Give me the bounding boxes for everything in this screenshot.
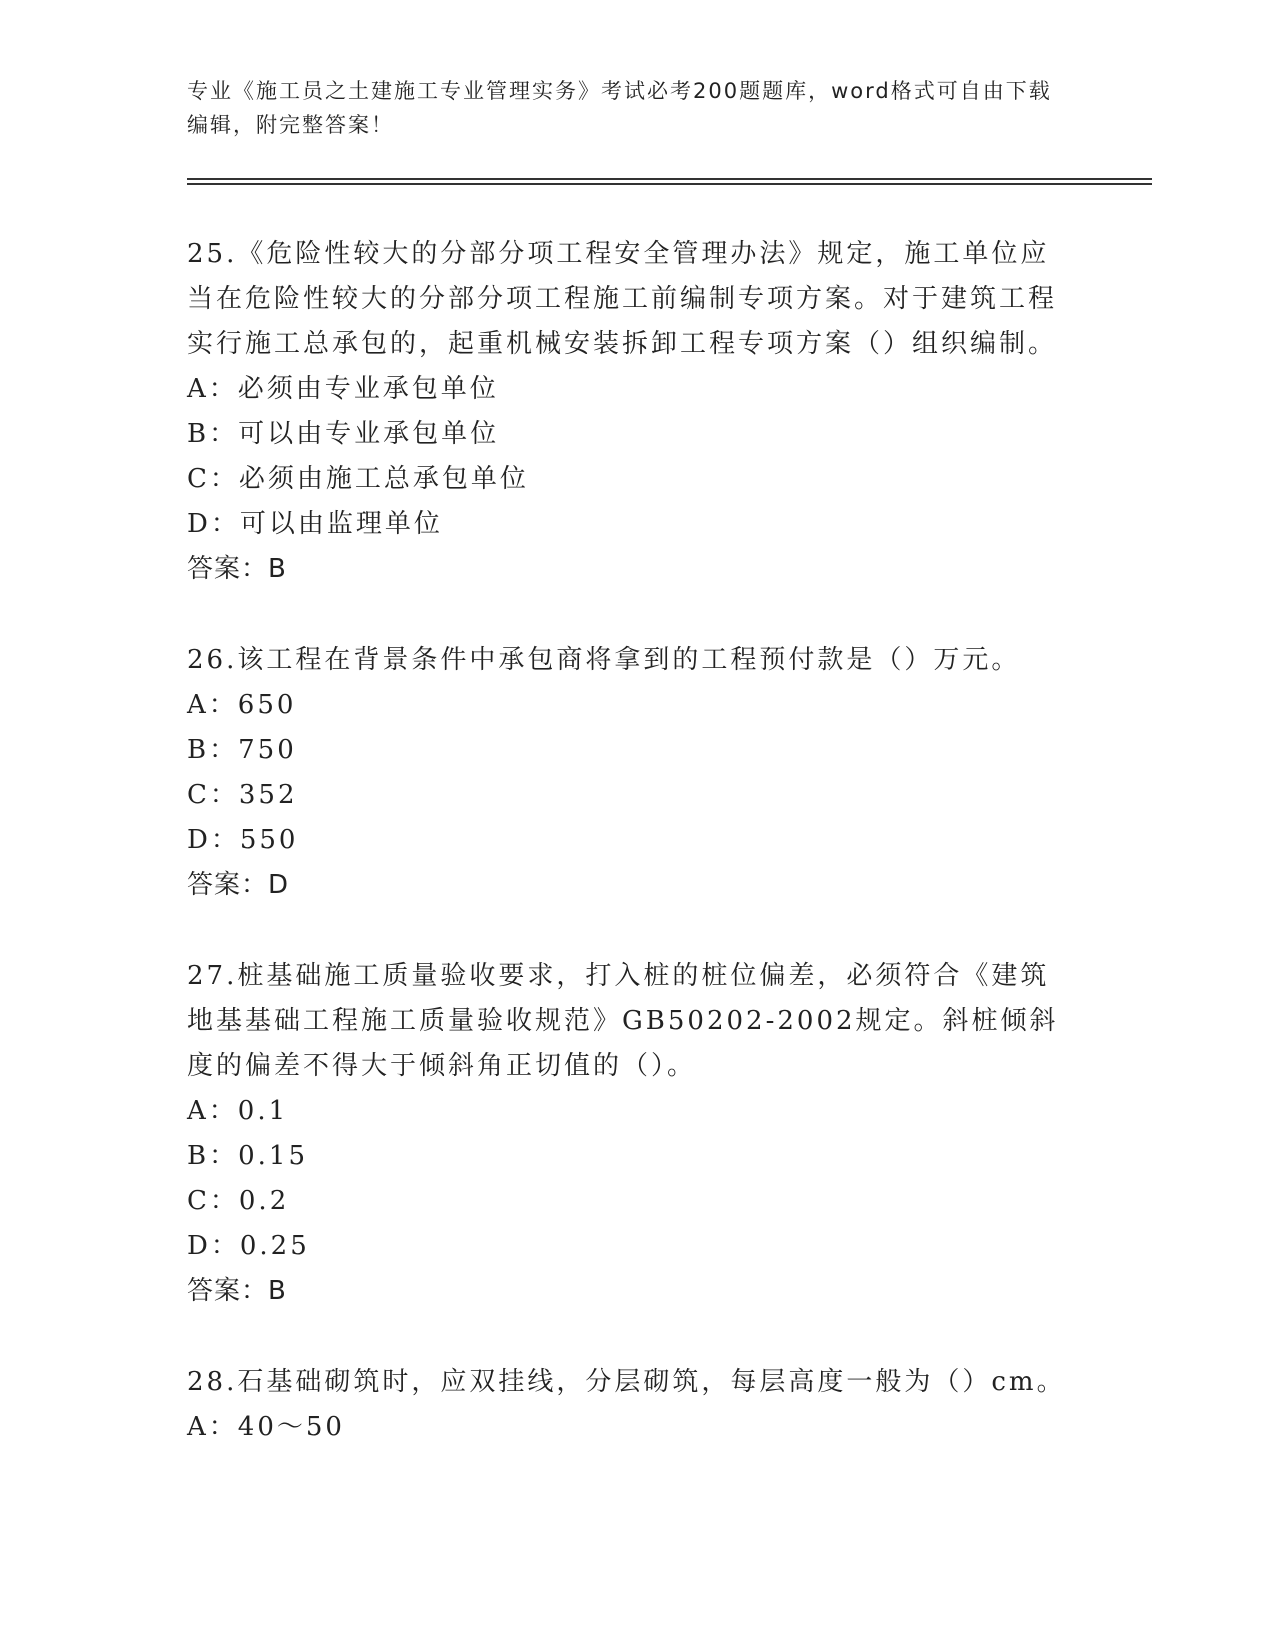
question-25: [187, 232, 1067, 592]
option-d: D：0.25: [187, 1231, 310, 1261]
answer: 答案：B: [187, 554, 287, 584]
option-c: C：352: [187, 780, 298, 810]
option-d: D：可以由监理单位: [187, 509, 443, 539]
answer: 答案：B: [187, 1276, 287, 1306]
question-stem: 25.《危险性较大的分部分项工程安全管理办法》规定，施工单位应当在危险性较大的分部分项工程施工前编制专项方案。对于建筑工程实行施工总承包的，起重机械安装拆卸工程专项方案（）组织编制。: [187, 239, 1058, 359]
option-a: A：650: [187, 690, 297, 720]
question-stem: 27.桩基础施工质量验收要求，打入桩的桩位偏差，必须符合《建筑地基基础工程施工质量验收规范》GB50202-2002规定。斜桩倾斜度的偏差不得大于倾斜角正切值的（）。: [187, 961, 1059, 1081]
answer: 答案：D: [187, 870, 290, 900]
question-stem: 26.该工程在背景条件中承包商将拿到的工程预付款是（）万元。: [187, 645, 1021, 675]
option-a: A：0.1: [187, 1096, 289, 1126]
question-26: [187, 638, 1067, 908]
option-b: B：可以由专业承包单位: [187, 419, 500, 449]
option-d: D：550: [187, 825, 299, 855]
option-c: C：必须由施工总承包单位: [187, 464, 529, 494]
question-28: [187, 1360, 1067, 1450]
question-27: [187, 954, 1067, 1314]
option-a: A：40～50: [187, 1412, 345, 1442]
question-stem: 28.石基础砌筑时，应双挂线，分层砌筑，每层高度一般为（）cm。: [187, 1367, 1066, 1397]
header-divider-bottom: [187, 183, 1152, 185]
option-b: B：0.15: [187, 1141, 308, 1171]
option-b: B：750: [187, 735, 297, 765]
header-divider-top: [187, 178, 1152, 180]
option-c: C：0.2: [187, 1186, 290, 1216]
document-header: 专业《施工员之土建施工专业管理实务》考试必考200题题库，word格式可自由下载编辑，附完整答案！: [187, 79, 1052, 137]
question-list: [187, 232, 1067, 1496]
option-a: A：必须由专业承包单位: [187, 374, 499, 404]
